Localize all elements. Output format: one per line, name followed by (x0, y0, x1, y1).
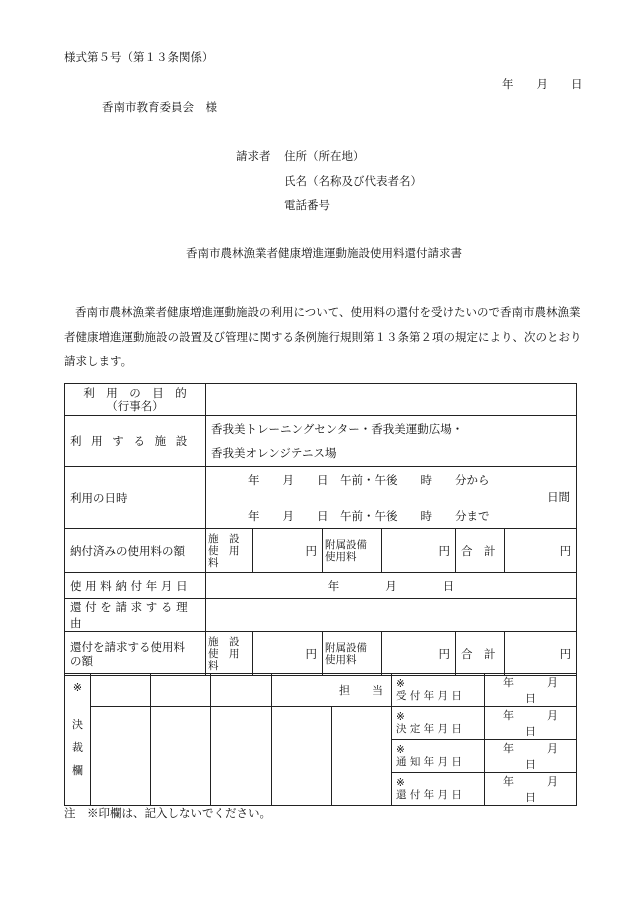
datetime-to: 年 月 日 午前・午後 時 分まで (248, 509, 490, 523)
decision-date[interactable]: 年 月 日 (485, 707, 577, 740)
total-value[interactable]: 円 (505, 529, 577, 573)
decision-table (64, 673, 591, 806)
form-number: 様式第５号（第１３条関係） (64, 50, 214, 64)
claimant-label: 請求者 (236, 149, 271, 163)
refund-equip-fee-label: 附属設備 使用料 (323, 632, 382, 676)
refund-facility-fee-value[interactable]: 円 (253, 632, 323, 676)
paid-date-label: 使 用 料 納 付 年 月 日 (65, 573, 206, 599)
date-line: 年 月 日 (502, 77, 583, 91)
decision-date[interactable]: 年 月 日 (485, 740, 577, 773)
refund-total-label: 合 計 (456, 632, 505, 676)
decision-label: ※ 通 知 年 月 日 (392, 740, 485, 773)
refund-facility-fee-label: 施 設 使 用 料 (206, 632, 253, 676)
refund-label: 還付を請求する使用料 の額 (65, 632, 206, 676)
seal-box[interactable] (211, 674, 272, 707)
reason-label: 還 付 を 請 求 す る 理 由 (65, 599, 206, 632)
seal-box[interactable] (151, 674, 211, 707)
seal-box[interactable] (91, 707, 151, 806)
purpose-field[interactable] (206, 384, 577, 416)
seal-box[interactable] (332, 707, 392, 806)
reason-row (65, 599, 577, 632)
request-table (64, 383, 577, 676)
note: 注 ※印欄は、記入しないでください。 (64, 806, 271, 820)
equip-fee-value[interactable]: 円 (382, 529, 456, 573)
facility-field[interactable] (206, 416, 577, 467)
tanto-label: 担 当 (272, 674, 392, 707)
decision-row (65, 674, 577, 707)
datetime-field[interactable] (206, 467, 577, 529)
datetime-days: 日間 (547, 490, 571, 504)
addressee: 香南市教育委員会 様 (102, 100, 217, 114)
decision-label: ※ 受 付 年 月 日 (392, 674, 485, 707)
facility-line-2: 香我美オレンジテニス場 (211, 446, 337, 460)
purpose-label (65, 384, 206, 416)
seal-box[interactable] (272, 707, 332, 806)
page-title: 香南市農林漁業者健康増進運動施設使用料還付請求書 (186, 246, 462, 260)
refund-total-value[interactable]: 円 (505, 632, 577, 676)
facility-row (65, 416, 577, 467)
seal-box[interactable] (91, 674, 151, 707)
claimant-name: 氏名（名称及び代表者名） (284, 174, 422, 188)
facility-fee-label: 施 設 使 用 料 (206, 529, 253, 573)
paid-row (65, 529, 577, 573)
facility-label: 利 用 す る 施 設 (65, 416, 206, 467)
decision-label: ※ 還 付 年 月 日 (392, 773, 485, 806)
seal-box[interactable] (211, 707, 272, 806)
facility-line-1: 香我美トレーニングセンター・香我美運動広場・ (211, 422, 464, 436)
paid-label: 納付済みの使用料の額 (65, 529, 206, 573)
purpose-label-sub: （行事名） (106, 398, 164, 413)
decision-side-label: ※ 決 裁 欄 (65, 674, 91, 806)
equip-fee-label: 附属設備 使用料 (323, 529, 382, 573)
datetime-label: 利用の日時 (65, 467, 206, 529)
purpose-label-main: 利 用 の 目 的 (83, 385, 187, 400)
purpose-row (65, 384, 577, 416)
reason-field[interactable] (206, 599, 577, 632)
total-label: 合 計 (456, 529, 505, 573)
decision-label: ※ 決 定 年 月 日 (392, 707, 485, 740)
paid-date-row (65, 573, 577, 599)
decision-row (65, 707, 577, 740)
decision-date[interactable]: 年 月 日 (485, 773, 577, 806)
datetime-from: 年 月 日 午前・午後 時 分から (248, 473, 490, 487)
refund-equip-fee-value[interactable]: 円 (382, 632, 456, 676)
facility-fee-value[interactable]: 円 (253, 529, 323, 573)
body-text: 香南市農林漁業者健康増進運動施設の利用について、使用料の還付を受けたいので香南市農林漁業者健康増進運動施設の設置及び管理に関する条例施行規則第１３条第２項の規定により、次のとおり請求します。 (64, 305, 582, 368)
datetime-row (65, 467, 577, 529)
paid-date-field[interactable]: 年 月 日 (206, 573, 577, 599)
seal-box[interactable] (151, 707, 211, 806)
refund-row (65, 632, 577, 676)
claimant-phone: 電話番号 (284, 198, 330, 212)
decision-date[interactable]: 年 月 日 (485, 674, 577, 707)
claimant-address: 住所（所在地） (284, 149, 365, 163)
